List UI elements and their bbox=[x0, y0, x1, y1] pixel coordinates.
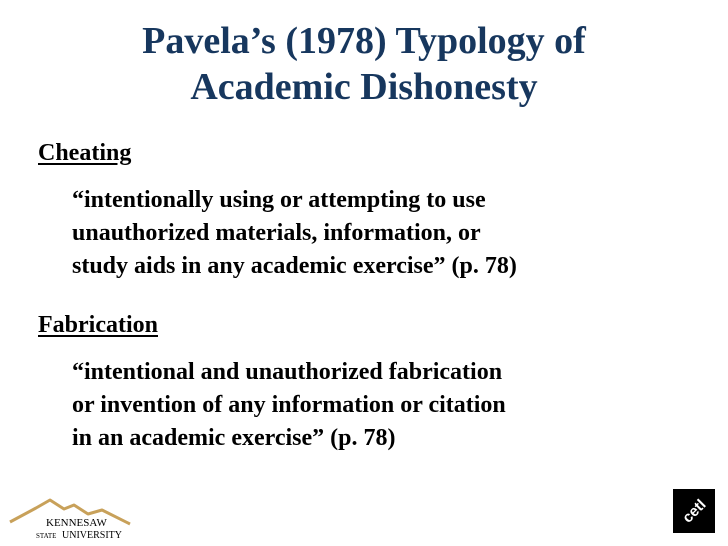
definition-fabrication bbox=[72, 356, 712, 455]
cetl-logo bbox=[672, 488, 716, 534]
kennesaw-state-university-logo bbox=[6, 496, 134, 544]
definition-cheating bbox=[72, 184, 712, 283]
definition-cheating-line-3: study aids in any academic exercise” (p. 78) bbox=[72, 253, 517, 279]
logo-word-university: UNIVERSITY bbox=[62, 530, 122, 541]
cetl-logo-text: cetl bbox=[679, 496, 710, 527]
term-fabrication: Fabrication bbox=[38, 312, 158, 338]
slide-title-line-2: Academic Dishonesty bbox=[190, 66, 538, 108]
logo-word-state: STATE bbox=[36, 532, 57, 540]
slide-title bbox=[0, 18, 728, 110]
term-cheating: Cheating bbox=[38, 140, 132, 166]
definition-cheating-line-1: “intentionally using or attempting to use bbox=[72, 187, 486, 213]
definition-cheating-line-2: unauthorized materials, information, or bbox=[72, 220, 481, 246]
definition-fabrication-line-2: or invention of any information or citation bbox=[72, 392, 506, 418]
definition-fabrication-line-3: in an academic exercise” (p. 78) bbox=[72, 425, 396, 451]
slide-title-line-1: Pavela’s (1978) Typology of bbox=[142, 20, 586, 62]
logo-word-kennesaw: KENNESAW bbox=[46, 517, 107, 529]
definition-fabrication-line-1: “intentional and unauthorized fabrication bbox=[72, 359, 503, 385]
